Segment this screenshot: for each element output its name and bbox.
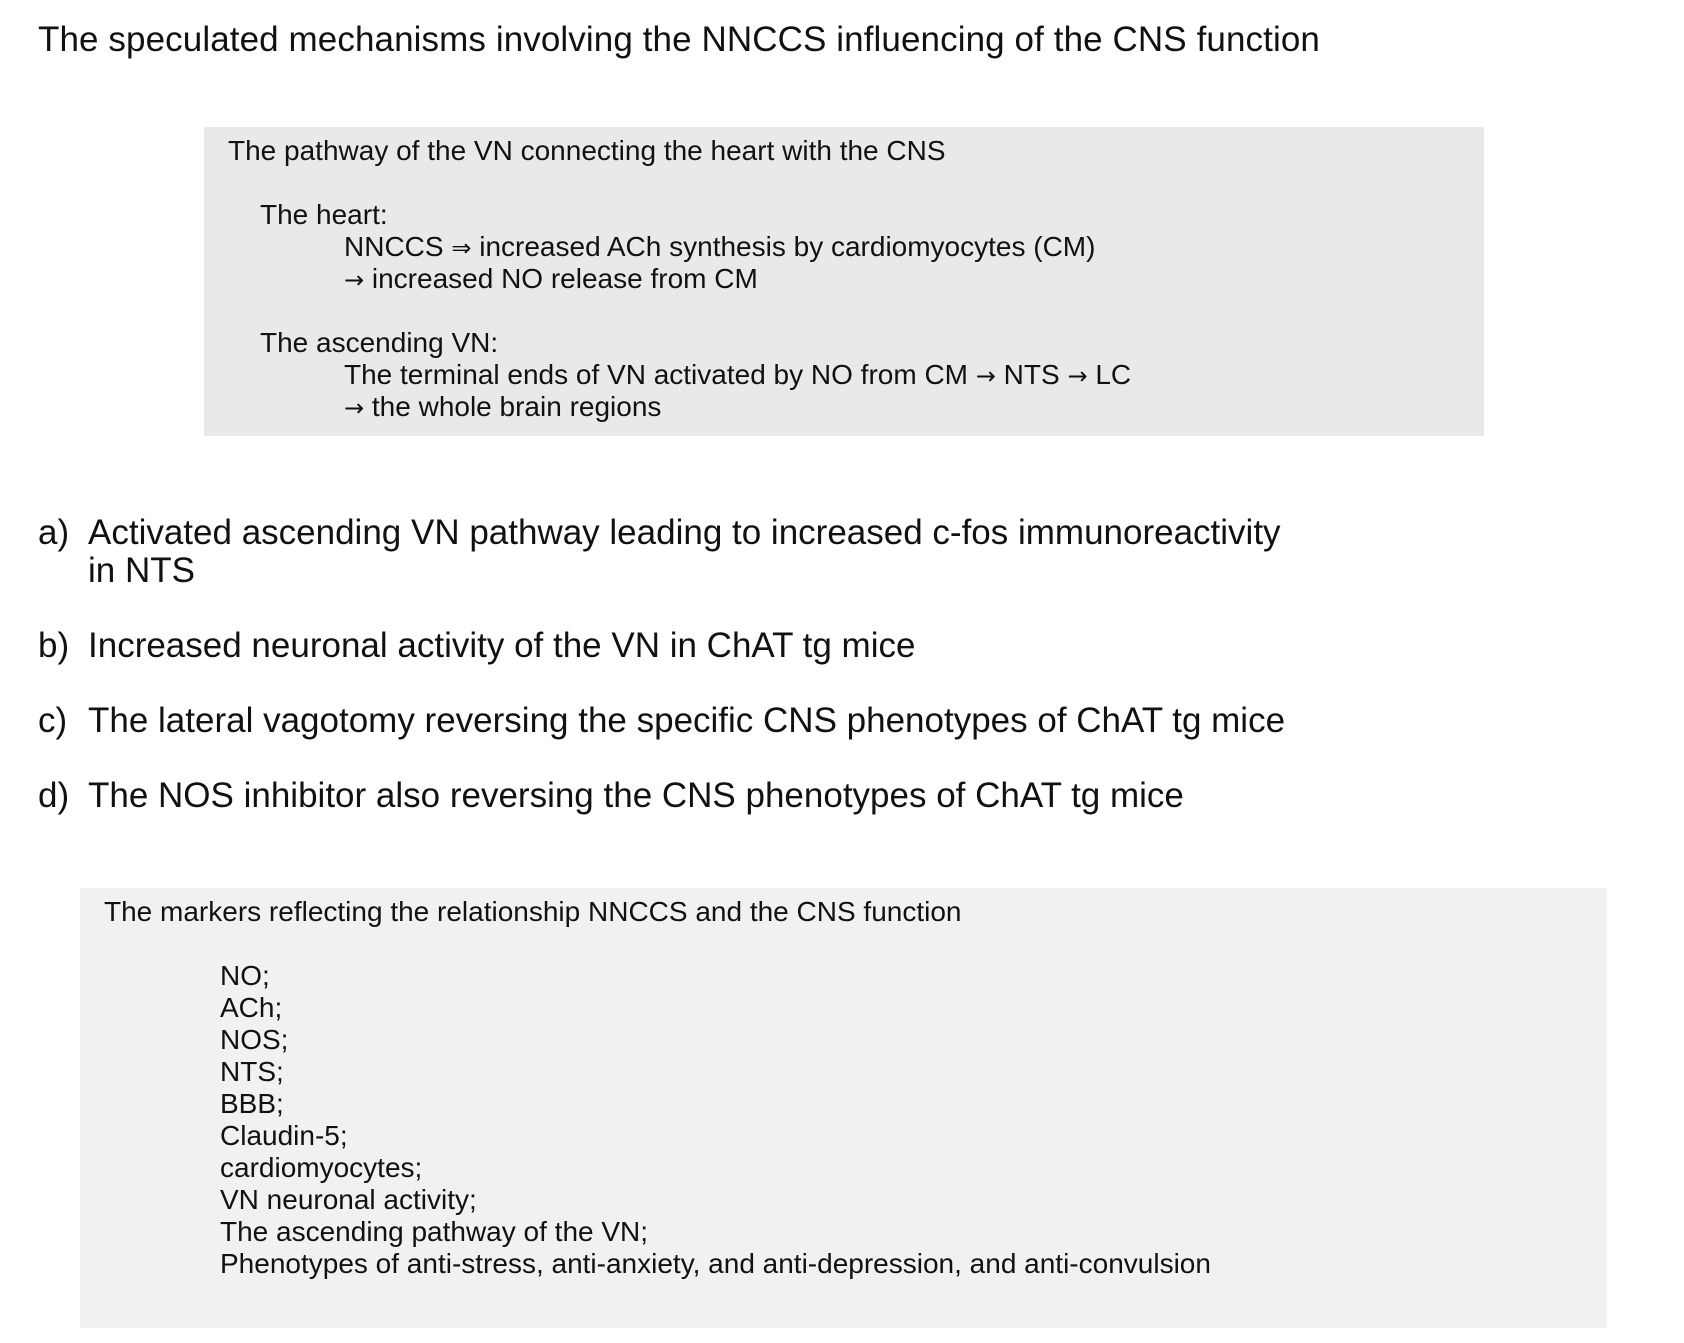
- heart-line-2: [344, 263, 758, 296]
- vn-line-1-mid: NTS: [1003, 359, 1060, 390]
- point-text: The lateral vagotomy reversing the specific CNS phenotypes of ChAT tg mice: [88, 701, 1286, 740]
- vn-line-2-text: the whole brain regions: [371, 391, 662, 422]
- heart-label: The heart:: [260, 199, 388, 230]
- marker-item: NO;: [220, 960, 270, 991]
- vn-line-2: [344, 391, 661, 424]
- page-title: The speculated mechanisms involving the NNCCS influencing of the CNS function: [38, 20, 1320, 59]
- right-arrow-icon: →: [1067, 362, 1088, 390]
- vn-line-1: [344, 359, 1131, 392]
- markers-heading: The markers reflecting the relationship NNCCS and the CNS function: [104, 896, 962, 927]
- heart-line-1: [344, 231, 1095, 264]
- point-a: [38, 513, 1281, 590]
- point-d: [38, 777, 1184, 815]
- right-arrow-icon: →: [975, 362, 996, 390]
- ascending-vn-label: The ascending VN:: [260, 327, 499, 358]
- point-text: Activated ascending VN pathway leading to increased c-fos immunoreactivity: [88, 513, 1281, 552]
- right-arrow-icon: →: [344, 266, 365, 294]
- point-label: c): [38, 701, 68, 740]
- point-label: b): [38, 626, 70, 665]
- implies-arrow-icon: ⇒: [451, 234, 472, 262]
- marker-item: ACh;: [220, 992, 283, 1023]
- point-b: [38, 627, 915, 665]
- point-text-continuation: in NTS: [88, 551, 195, 590]
- heart-line-2-text: increased NO release from CM: [371, 263, 758, 294]
- marker-item: Phenotypes of anti-stress, anti-anxiety, and anti-depression, and anti-convulsion: [220, 1248, 1211, 1279]
- heart-line-1-end: increased ACh synthesis by cardiomyocytes (CM): [479, 231, 1096, 262]
- point-text: Increased neuronal activity of the VN in ChAT tg mice: [88, 626, 916, 665]
- point-text: The NOS inhibitor also reversing the CNS phenotypes of ChAT tg mice: [88, 776, 1184, 815]
- right-arrow-icon: →: [344, 394, 365, 422]
- pathway-box: [204, 127, 1484, 436]
- marker-item: NTS;: [220, 1056, 284, 1087]
- marker-item: BBB;: [220, 1088, 284, 1119]
- marker-item: VN neuronal activity;: [220, 1184, 477, 1215]
- point-label: d): [38, 776, 70, 815]
- point-c: [38, 702, 1285, 740]
- point-label: a): [38, 513, 70, 552]
- pathway-heading: The pathway of the VN connecting the heart with the CNS: [228, 135, 946, 166]
- marker-item: NOS;: [220, 1024, 289, 1055]
- marker-item: The ascending pathway of the VN;: [220, 1216, 649, 1247]
- markers-box: [80, 888, 1607, 1328]
- vn-line-1-start: The terminal ends of VN activated by NO from CM: [344, 359, 968, 390]
- marker-item: Claudin-5;: [220, 1120, 348, 1151]
- marker-item: cardiomyocytes;: [220, 1152, 423, 1183]
- vn-line-1-end: LC: [1095, 359, 1132, 390]
- heart-line-1-start: NNCCS: [344, 231, 444, 262]
